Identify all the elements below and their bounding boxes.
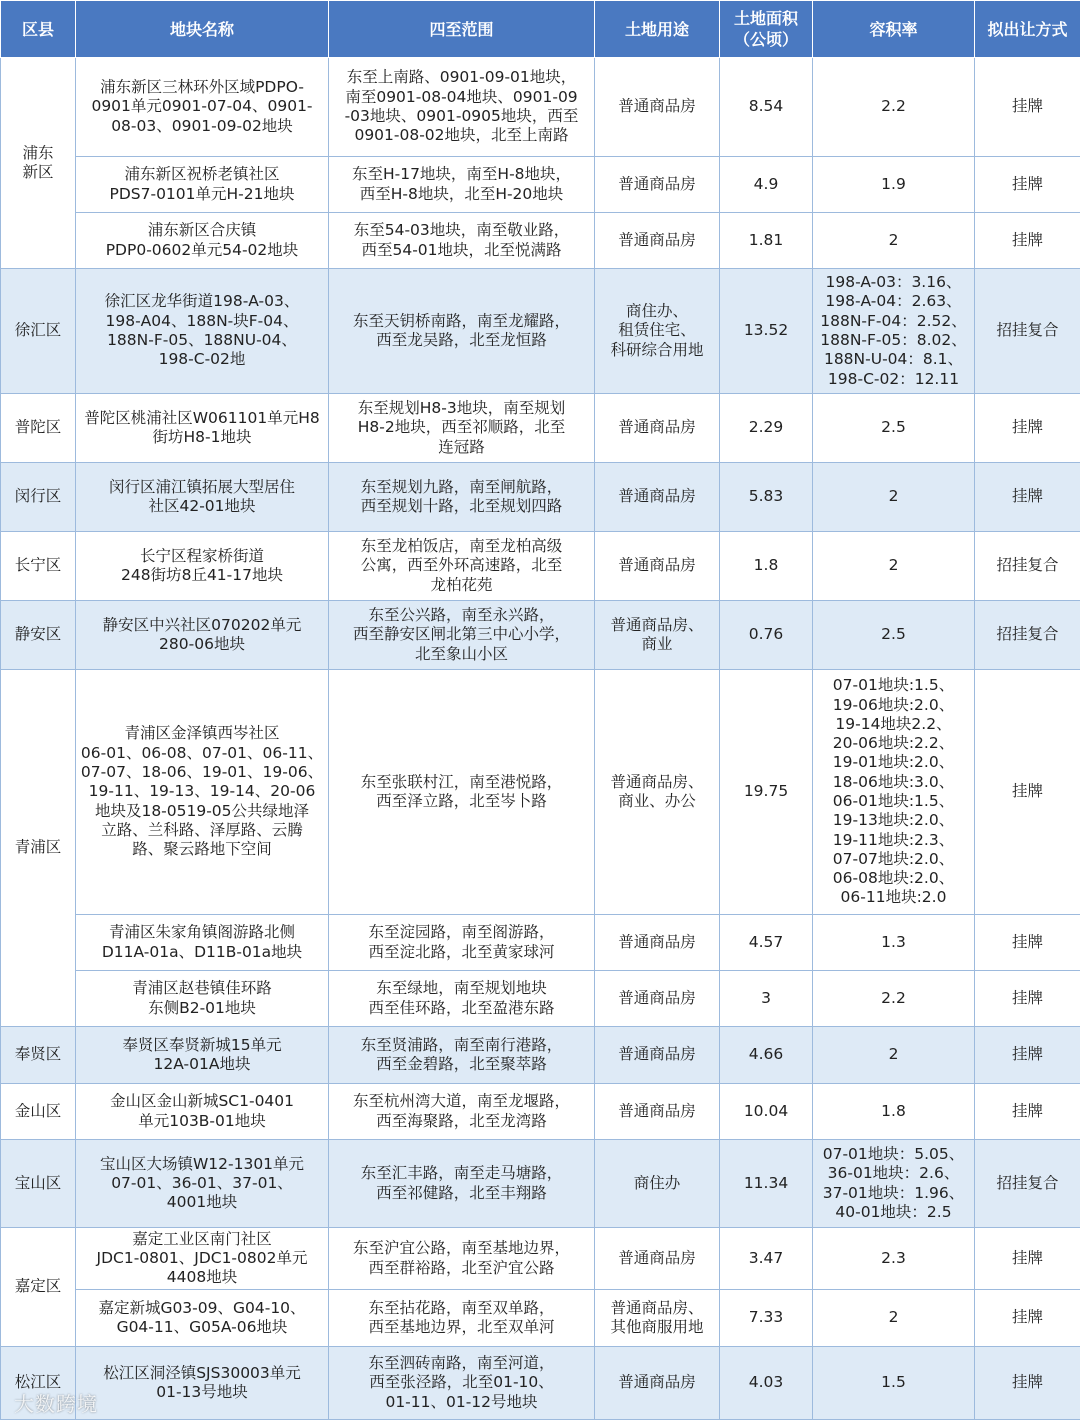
district-cell: 徐汇区 — [1, 269, 76, 394]
land-use-cell: 普通商品房、 其他商服用地 — [595, 1290, 720, 1347]
land-area-cell: 7.33 — [720, 1290, 813, 1347]
land-use-cell: 普通商品房 — [595, 213, 720, 269]
plot-ratio-cell: 1.5 — [813, 1347, 975, 1420]
parcel-name-cell: 金山区金山新城SC1-0401 单元103B-01地块 — [76, 1084, 329, 1140]
table-row — [1, 269, 1080, 394]
table-row — [1, 1140, 1080, 1228]
district-cell: 静安区 — [1, 601, 76, 670]
district-cell: 金山区 — [1, 1084, 76, 1140]
header-plot-ratio: 容积率 — [813, 1, 975, 58]
land-use-cell: 商住办、 租赁住宅、 科研综合用地 — [595, 269, 720, 394]
table-row — [1, 670, 1080, 915]
plot-ratio-cell: 1.9 — [813, 157, 975, 213]
land-area-cell: 4.66 — [720, 1027, 813, 1084]
table-row — [1, 1347, 1080, 1420]
boundaries-cell: 东至绿地，南至规划地块 西至佳环路，北至盈港东路 — [329, 971, 595, 1027]
parcel-name-cell: 宝山区大场镇W12-1301单元 07-01、36-01、37-01、 4001地块 — [76, 1140, 329, 1228]
header-boundaries: 四至范围 — [329, 1, 595, 58]
district-cell: 浦东 新区 — [1, 58, 76, 269]
table-row — [1, 58, 1080, 157]
plot-ratio-cell: 2.2 — [813, 58, 975, 157]
header-district: 区县 — [1, 1, 76, 58]
table-row — [1, 1290, 1080, 1347]
plot-ratio-cell: 2.5 — [813, 394, 975, 463]
transfer-method-cell: 挂牌 — [975, 1228, 1080, 1290]
district-cell: 松江区 — [1, 1347, 76, 1420]
plot-ratio-cell: 07-01地块:1.5、 19-06地块:2.0、 19-14地块2.2、 20-06地块:2.2、 19-01地块:2.0、 18-06地块:3.0、 06-01地块:1.5、 19-13地块:2.0、 19-11地块:2.3、 07-07地块:2.0、 06-08地块:2.0、 06-11地块:2.0 — [813, 670, 975, 915]
district-cell: 普陀区 — [1, 394, 76, 463]
district-cell: 奉贤区 — [1, 1027, 76, 1084]
header-parcel-name: 地块名称 — [76, 1, 329, 58]
land-area-cell: 1.8 — [720, 532, 813, 601]
parcel-name-cell: 长宁区程家桥街道 248街坊8丘41-17地块 — [76, 532, 329, 601]
land-area-cell: 19.75 — [720, 670, 813, 915]
land-area-cell: 8.54 — [720, 58, 813, 157]
plot-ratio-cell: 2.5 — [813, 601, 975, 670]
transfer-method-cell: 招挂复合 — [975, 601, 1080, 670]
parcel-name-cell: 闵行区浦江镇拓展大型居住 社区42-01地块 — [76, 463, 329, 532]
parcel-name-cell: 青浦区金泽镇西岑社区 06-01、06-08、07-01、06-11、 07-07、18-06、19-01、19-06、 19-11、19-13、19-14、20-06 地块及18-0519-05公共绿地泽 立路、兰科路、泽厚路、云腾 路、聚云路地下空间 — [76, 670, 329, 915]
district-cell: 青浦区 — [1, 670, 76, 1027]
land-area-cell: 1.81 — [720, 213, 813, 269]
transfer-method-cell: 挂牌 — [975, 1290, 1080, 1347]
watermark-logo: 大数跨境 — [14, 1392, 98, 1416]
transfer-method-cell: 挂牌 — [975, 1084, 1080, 1140]
transfer-method-cell: 挂牌 — [975, 915, 1080, 971]
transfer-method-cell: 招挂复合 — [975, 269, 1080, 394]
land-use-cell: 普通商品房 — [595, 394, 720, 463]
parcel-name-cell: 奉贤区奉贤新城15单元 12A-01A地块 — [76, 1027, 329, 1084]
land-use-cell: 普通商品房 — [595, 58, 720, 157]
plot-ratio-cell: 2.3 — [813, 1228, 975, 1290]
table-row — [1, 971, 1080, 1027]
boundaries-cell: 东至上南路、0901-09-01地块， 南至0901-08-04地块、0901-09 -03地块、0901-0905地块，西至 0901-08-02地块，北至上南路 — [329, 58, 595, 157]
parcel-name-cell: 青浦区赵巷镇佳环路 东侧B2-01地块 — [76, 971, 329, 1027]
transfer-method-cell: 挂牌 — [975, 1347, 1080, 1420]
boundaries-cell: 东至规划九路，南至闸航路， 西至规划十路，北至规划四路 — [329, 463, 595, 532]
land-area-cell: 11.34 — [720, 1140, 813, 1228]
land-area-cell: 2.29 — [720, 394, 813, 463]
land-use-cell: 普通商品房 — [595, 157, 720, 213]
plot-ratio-cell: 198-A-03：3.16、 198-A-04：2.63、 188N-F-04：2.52、 188N-F-05：8.02、 188N-U-04：8.1、 198-C-02：12.11 — [813, 269, 975, 394]
table-row — [1, 532, 1080, 601]
table-row — [1, 463, 1080, 532]
transfer-method-cell: 挂牌 — [975, 58, 1080, 157]
header-row — [1, 1, 1080, 58]
boundaries-cell: 东至贤浦路，南至南行港路， 西至金碧路，北至聚萃路 — [329, 1027, 595, 1084]
land-area-cell: 4.57 — [720, 915, 813, 971]
parcel-name-cell: 徐汇区龙华街道198-A-03、 198-A04、188N-块F-04、 188N-F-05、188NU-04、 198-C-02地 — [76, 269, 329, 394]
district-cell: 嘉定区 — [1, 1228, 76, 1347]
land-use-cell: 普通商品房 — [595, 1084, 720, 1140]
transfer-method-cell: 挂牌 — [975, 394, 1080, 463]
parcel-name-cell: 嘉定工业区南门社区 JDC1-0801、JDC1-0802单元 4408地块 — [76, 1228, 329, 1290]
land-area-cell: 5.83 — [720, 463, 813, 532]
transfer-method-cell: 挂牌 — [975, 670, 1080, 915]
land-area-cell: 3 — [720, 971, 813, 1027]
transfer-method-cell: 挂牌 — [975, 213, 1080, 269]
table-row — [1, 1084, 1080, 1140]
transfer-method-cell: 挂牌 — [975, 971, 1080, 1027]
table-row — [1, 601, 1080, 670]
boundaries-cell: 东至沪宜公路，南至基地边界， 西至群裕路，北至沪宜公路 — [329, 1228, 595, 1290]
boundaries-cell: 东至54-03地块，南至敬业路， 西至54-01地块，北至悦满路 — [329, 213, 595, 269]
land-use-cell: 普通商品房 — [595, 532, 720, 601]
boundaries-cell: 东至杭州湾大道，南至龙堰路， 西至海聚路，北至龙湾路 — [329, 1084, 595, 1140]
land-use-cell: 普通商品房 — [595, 915, 720, 971]
plot-ratio-cell: 2 — [813, 532, 975, 601]
table-row — [1, 1228, 1080, 1290]
plot-ratio-cell: 2 — [813, 1027, 975, 1084]
plot-ratio-cell: 2 — [813, 213, 975, 269]
transfer-method-cell: 挂牌 — [975, 157, 1080, 213]
plot-ratio-cell: 1.3 — [813, 915, 975, 971]
land-area-cell: 4.9 — [720, 157, 813, 213]
land-use-cell: 商住办 — [595, 1140, 720, 1228]
table-row — [1, 1027, 1080, 1084]
transfer-method-cell: 招挂复合 — [975, 1140, 1080, 1228]
parcel-name-cell: 静安区中兴社区070202单元 280-06地块 — [76, 601, 329, 670]
parcel-name-cell: 松江区洞泾镇SJS30003单元 01-13号地块 — [76, 1347, 329, 1420]
table-row — [1, 394, 1080, 463]
plot-ratio-cell: 2 — [813, 463, 975, 532]
land-area-cell: 4.03 — [720, 1347, 813, 1420]
boundaries-cell: 东至泗砖南路，南至河道， 西至张泾路，北至01-10、 01-11、01-12号地块 — [329, 1347, 595, 1420]
header-land-use: 土地用途 — [595, 1, 720, 58]
parcel-name-cell: 嘉定新城G03-09、G04-10、 G04-11、G05A-06地块 — [76, 1290, 329, 1347]
transfer-method-cell: 招挂复合 — [975, 532, 1080, 601]
plot-ratio-cell: 2.2 — [813, 971, 975, 1027]
header-land-area: 土地面积 （公顷） — [720, 1, 813, 58]
boundaries-cell: 东至淀园路，南至阁游路， 西至淀北路，北至黄家球河 — [329, 915, 595, 971]
boundaries-cell: 东至规划H8-3地块，南至规划 H8-2地块，西至祁顺路，北至 连冠路 — [329, 394, 595, 463]
land-use-cell: 普通商品房、 商业、办公 — [595, 670, 720, 915]
land-use-cell: 普通商品房 — [595, 463, 720, 532]
parcel-name-cell: 浦东新区合庆镇 PDP0-0602单元54-02地块 — [76, 213, 329, 269]
boundaries-cell: 东至龙柏饭店，南至龙柏高级 公寓，西至外环高速路，北至 龙柏花苑 — [329, 532, 595, 601]
boundaries-cell: 东至汇丰路，南至走马塘路， 西至祁健路，北至丰翔路 — [329, 1140, 595, 1228]
boundaries-cell: 东至张联村江，南至港悦路， 西至泽立路，北至岑卜路 — [329, 670, 595, 915]
land-area-cell: 10.04 — [720, 1084, 813, 1140]
land-area-cell: 13.52 — [720, 269, 813, 394]
land-area-cell: 0.76 — [720, 601, 813, 670]
land-use-cell: 普通商品房 — [595, 1027, 720, 1084]
land-use-cell: 普通商品房、 商业 — [595, 601, 720, 670]
transfer-method-cell: 挂牌 — [975, 1027, 1080, 1084]
plot-ratio-cell: 2 — [813, 1290, 975, 1347]
land-use-cell: 普通商品房 — [595, 971, 720, 1027]
boundaries-cell: 东至公兴路，南至永兴路， 西至静安区闸北第三中心小学， 北至象山小区 — [329, 601, 595, 670]
boundaries-cell: 东至天钥桥南路，南至龙耀路， 西至龙吴路，北至龙恒路 — [329, 269, 595, 394]
parcel-name-cell: 青浦区朱家角镇阁游路北侧 D11A-01a、D11B-01a地块 — [76, 915, 329, 971]
plot-ratio-cell: 1.8 — [813, 1084, 975, 1140]
parcel-name-cell: 普陀区桃浦社区W061101单元H8 街坊H8-1地块 — [76, 394, 329, 463]
land-use-cell: 普通商品房 — [595, 1347, 720, 1420]
parcel-name-cell: 浦东新区三林环外区域PDPO- 0901单元0901-07-04、0901- 08-03、0901-09-02地块 — [76, 58, 329, 157]
land-area-cell: 3.47 — [720, 1228, 813, 1290]
parcel-name-cell: 浦东新区祝桥老镇社区 PDS7-0101单元H-21地块 — [76, 157, 329, 213]
table-row — [1, 915, 1080, 971]
transfer-method-cell: 挂牌 — [975, 463, 1080, 532]
boundaries-cell: 东至H-17地块，南至H-8地块， 西至H-8地块，北至H-20地块 — [329, 157, 595, 213]
district-cell: 长宁区 — [1, 532, 76, 601]
district-cell: 宝山区 — [1, 1140, 76, 1228]
header-transfer-method: 拟出让方式 — [975, 1, 1080, 58]
plot-ratio-cell: 07-01地块：5.05、 36-01地块：2.6、 37-01地块：1.96、 40-01地块：2.5 — [813, 1140, 975, 1228]
land-use-cell: 普通商品房 — [595, 1228, 720, 1290]
table-row — [1, 157, 1080, 213]
district-cell: 闵行区 — [1, 463, 76, 532]
table-row — [1, 213, 1080, 269]
boundaries-cell: 东至拈花路，南至双单路， 西至基地边界，北至双单河 — [329, 1290, 595, 1347]
